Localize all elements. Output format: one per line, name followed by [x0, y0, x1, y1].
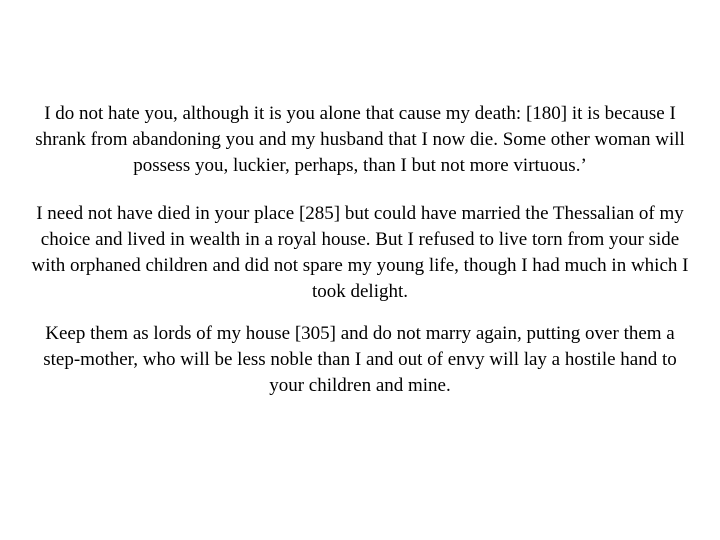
- paragraph-3-line-1: Keep them as lords of my house [305] and do not marry again, putting over them a: [45, 323, 675, 344]
- paragraph-1: [8, 101, 712, 179]
- paragraph-2-line-3: with orphaned children and did not spare my young life, though I had much in which I: [31, 255, 689, 276]
- paragraph-2-line-4: took delight.: [311, 281, 409, 302]
- paragraph-2-line-1: I need not have died in your place [285] but could have married the Thessalian of my: [36, 203, 684, 224]
- paragraph-2-line-2: choice and lived in wealth in a royal house. But I refused to live torn from your side: [40, 229, 680, 250]
- paragraph-1-line-1: I do not hate you, although it is you alone that cause my death: [180] it is because I: [44, 103, 676, 124]
- paragraph-1-line-3: possess you, luckier, perhaps, than I but not more virtuous.’: [133, 155, 587, 176]
- paragraph-3-line-2: step-mother, who will be less noble than I and out of envy will lay a hostile hand to: [43, 349, 677, 370]
- paragraph-3: [8, 321, 712, 399]
- paragraph-3-line-3: your children and mine.: [269, 375, 451, 396]
- paragraph-2: [8, 201, 712, 305]
- paragraph-1-line-2: shrank from abandoning you and my husband that I now die. Some other woman will: [35, 129, 685, 150]
